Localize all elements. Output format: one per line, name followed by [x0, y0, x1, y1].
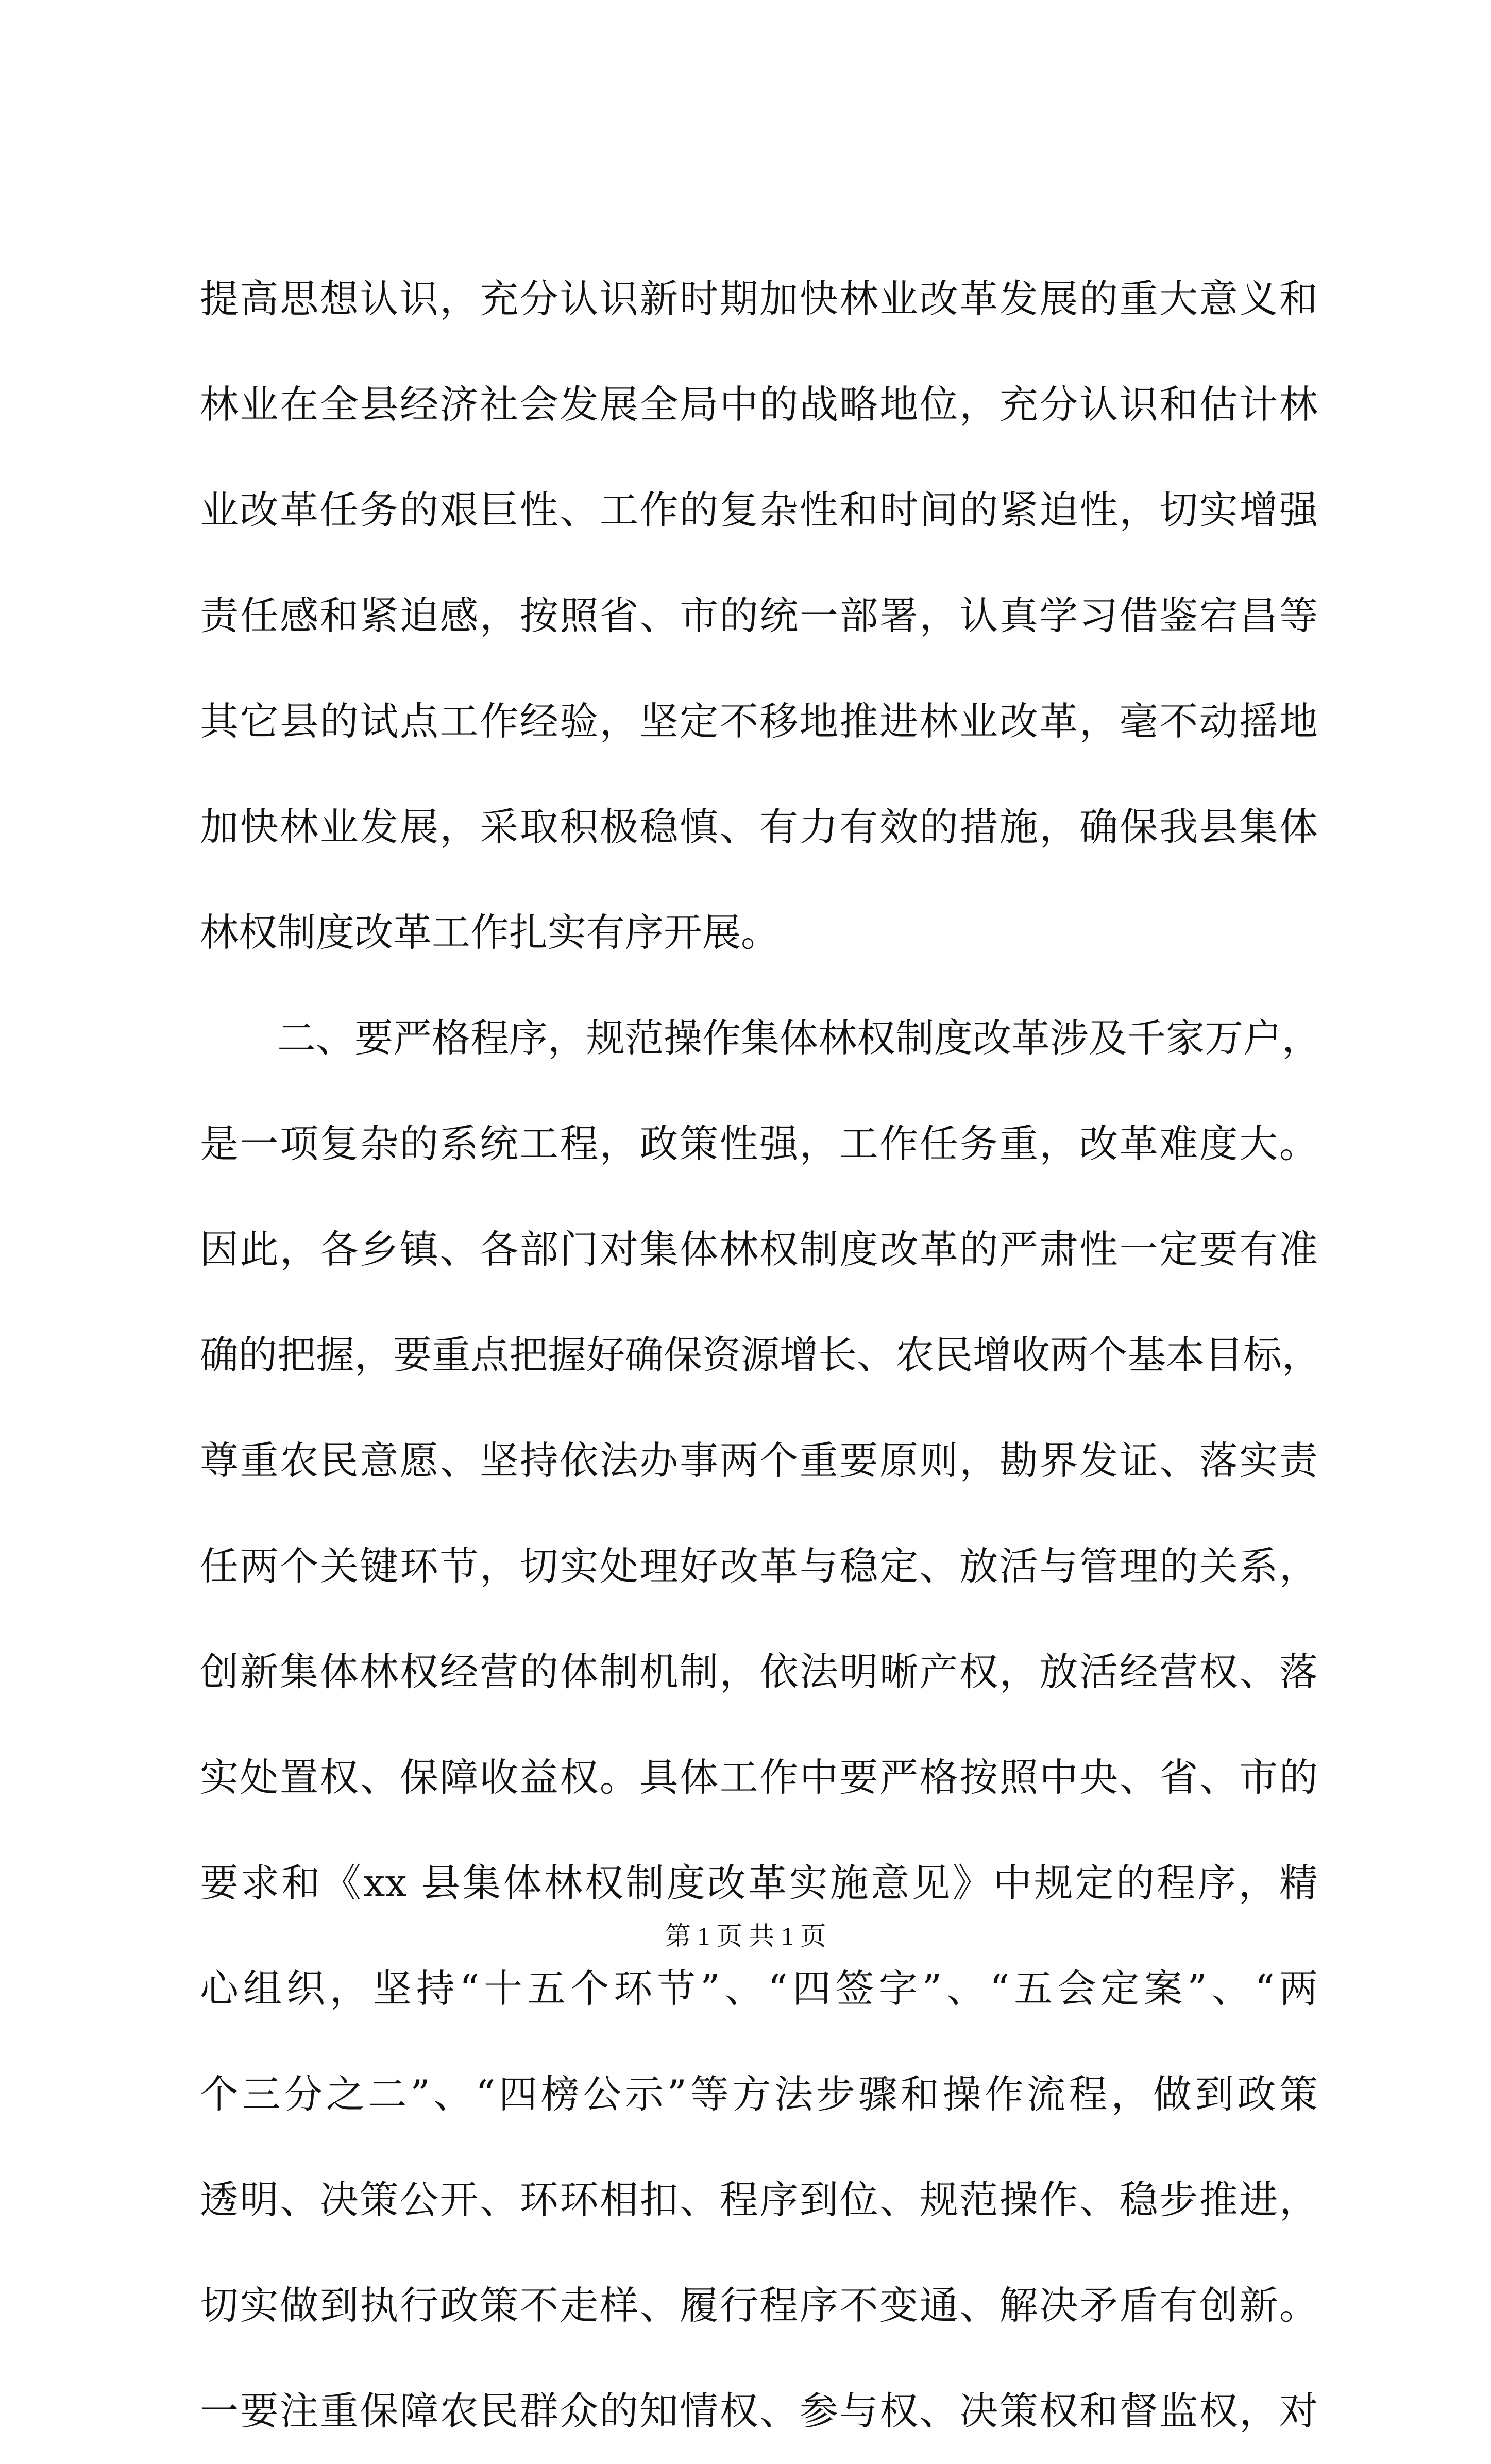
document-body — [200, 246, 1321, 2464]
text-line-12: 尊重农民意愿、坚持依法办事两个重要原则，勘界发证、落实责 — [200, 1438, 1318, 1483]
text-line-17: 心组织，坚持“十五个环节”、“四签字”、“五会定案”、“两 — [200, 1966, 1318, 2011]
text-line-18: 个三分之二”、“四榜公示”等方法步骤和操作流程，做到政策 — [200, 2071, 1318, 2117]
page-footer: 第 1 页 共 1 页 — [665, 1922, 826, 1950]
text-line-10: 因此，各乡镇、各部门对集体林权制度改革的严肃性一定要有准 — [200, 1227, 1318, 1272]
text-line-6: 加快林业发展，采取积极稳慎、有力有效的措施，确保我县集体 — [200, 804, 1318, 849]
text-line-13: 任两个关键环节，切实处理好改革与稳定、放活与管理的关系， — [200, 1543, 1318, 1589]
text-line-15: 实处置权、保障收益权。具体工作中要严格按照中央、省、市的 — [200, 1755, 1318, 1800]
text-line-19: 透明、决策公开、环环相扣、程序到位、规范操作、稳步推进， — [200, 2177, 1318, 2222]
text-line-16: 要求和《xx 县集体林权制度改革实施意见》中规定的程序，精 — [200, 1860, 1318, 1906]
text-line-9: 是一项复杂的系统工程，政策性强，工作任务重，改革难度大。 — [200, 1121, 1318, 1166]
text-line-20: 切实做到执行政策不走样、履行程序不变通、解决矛盾有创新。 — [200, 2283, 1318, 2328]
text-line-8: 二、要严格程序，规范操作集体林权制度改革涉及千家万户， — [277, 1015, 1321, 1061]
text-line-14: 创新集体林权经营的体制机制，依法明晰产权，放活经营权、落 — [200, 1649, 1318, 1694]
text-line-7: 林权制度改革工作扎实有序开展。 — [200, 910, 780, 955]
text-line-2: 林业在全县经济社会发展全局中的战略地位，充分认识和估计林 — [200, 382, 1318, 427]
text-line-1: 提高思想认识，充分认识新时期加快林业改革发展的重大意义和 — [200, 276, 1318, 321]
text-line-11: 确的把握，要重点把握好确保资源增长、农民增收两个基本目标， — [200, 1332, 1321, 1378]
text-line-4: 责任感和紧迫感，按照省、市的统一部署，认真学习借鉴宕昌等 — [200, 593, 1318, 638]
text-line-5: 其它县的试点工作经验，坚定不移地推进林业改革，毫不动摇地 — [200, 699, 1318, 744]
text-line-3: 业改革任务的艰巨性、工作的复杂性和时间的紧迫性，切实增强 — [200, 487, 1318, 533]
text-line-21: 一要注重保障农民群众的知情权、参与权、决策权和督监权，对 — [200, 2388, 1318, 2434]
